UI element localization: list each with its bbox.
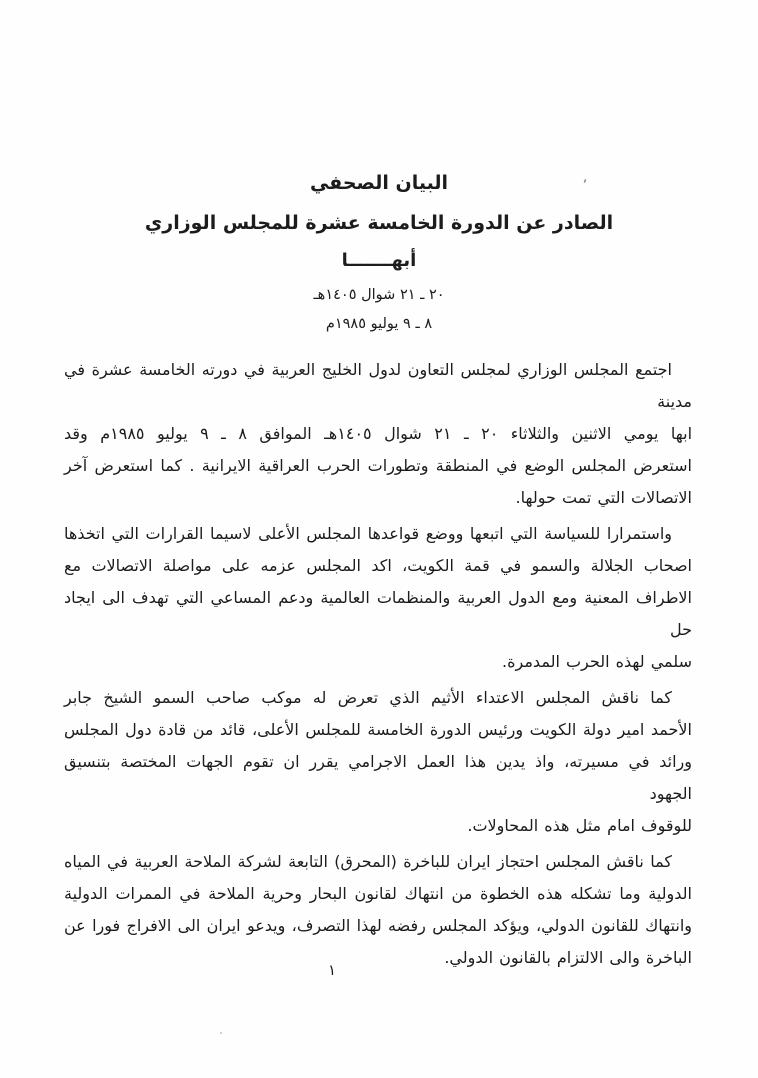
document-title: البيان الصحفي xyxy=(309,172,449,194)
text-line: كما ناقش المجلس احتجاز ايران للباخرة (المحرق) التابعة لشركة الملاحة العربية في المياه xyxy=(64,852,672,871)
date-gregorian: ٨ ـ ٩ يوليو ١٩٨٥م xyxy=(325,316,433,332)
document-header xyxy=(0,163,758,339)
text-line: ورائد في مسيرته، واذ يدين هذا العمل الاجرامي يقرر ان تقوم الجهات المختصة بتنسيق الجهود xyxy=(64,752,692,803)
text-line: اصحاب الجلالة والسمو في قمة الكويت، اكد المجلس عزمه على مواصلة الاتصالات مع xyxy=(64,556,692,575)
scan-speck xyxy=(220,1032,222,1034)
text-line: ابها يومي الاثنين والثلاثاء ٢٠ ـ ٢١ شوال ١٤٠٥هـ الموافق ٨ ـ ٩ يوليو ١٩٨٥م وقد xyxy=(64,424,693,443)
text-line: واستمرارا للسياسة التي اتبعها ووضع قواعدها المجلس الأعلى لاسيما القرارات التي اتخذها xyxy=(64,524,672,543)
text-line: الاتصالات التي تمت حولها. xyxy=(515,488,692,507)
text-line: الباخرة والى الالتزام بالقانون الدولي. xyxy=(444,948,692,967)
text-line: اجتمع المجلس الوزاري لمجلس التعاون لدول الخليج العربية في دورته الخامسة عشرة في مدينة xyxy=(64,360,692,411)
text-line: الأحمد امير دولة الكويت ورئيس الدورة الخامسة للمجلس الأعلى، قائد من قادة دول المجلس xyxy=(64,720,692,739)
text-line: سلمي لهذه الحرب المدمرة. xyxy=(502,652,692,671)
paragraph-4 xyxy=(64,846,692,974)
text-line: استعرض المجلس الوضع في المنطقة وتطورات الحرب العراقية الايرانية . كما استعرض آخر xyxy=(64,456,692,475)
meeting-location: أبهـــــــا xyxy=(341,250,417,271)
page-number: ١ xyxy=(328,961,337,979)
document-subtitle: الصادر عن الدورة الخامسة عشرة للمجلس الوزاري xyxy=(144,212,614,234)
document-body xyxy=(64,354,692,978)
paragraph-1 xyxy=(64,354,692,514)
text-line: كما ناقش المجلس الاعتداء الأثيم الذي تعرض له موكب صاحب السمو الشيخ جابر xyxy=(64,688,672,707)
date-hijri: ٢٠ ـ ٢١ شوال ١٤٠٥هـ xyxy=(313,287,445,303)
paragraph-2 xyxy=(64,518,692,678)
paragraph-3 xyxy=(64,682,692,842)
text-line: الدولية وما تشكله هذه الخطوة من انتهاك لقانون البحار وحرية الملاحة في الممرات الدولية xyxy=(64,884,692,903)
text-line: وانتهاك للقانون الدولي، ويؤكد المجلس رفضه لهذا التصرف، ويدعو ايران الى الافراج فورا عن xyxy=(64,916,692,935)
text-line: الاطراف المعنية ومع الدول العربية والمنظمات العالمية ودعم المساعي التي تهدف الى ايجاد حل xyxy=(64,588,692,639)
text-line: للوقوف امام مثل هذه المحاولات. xyxy=(467,816,692,835)
